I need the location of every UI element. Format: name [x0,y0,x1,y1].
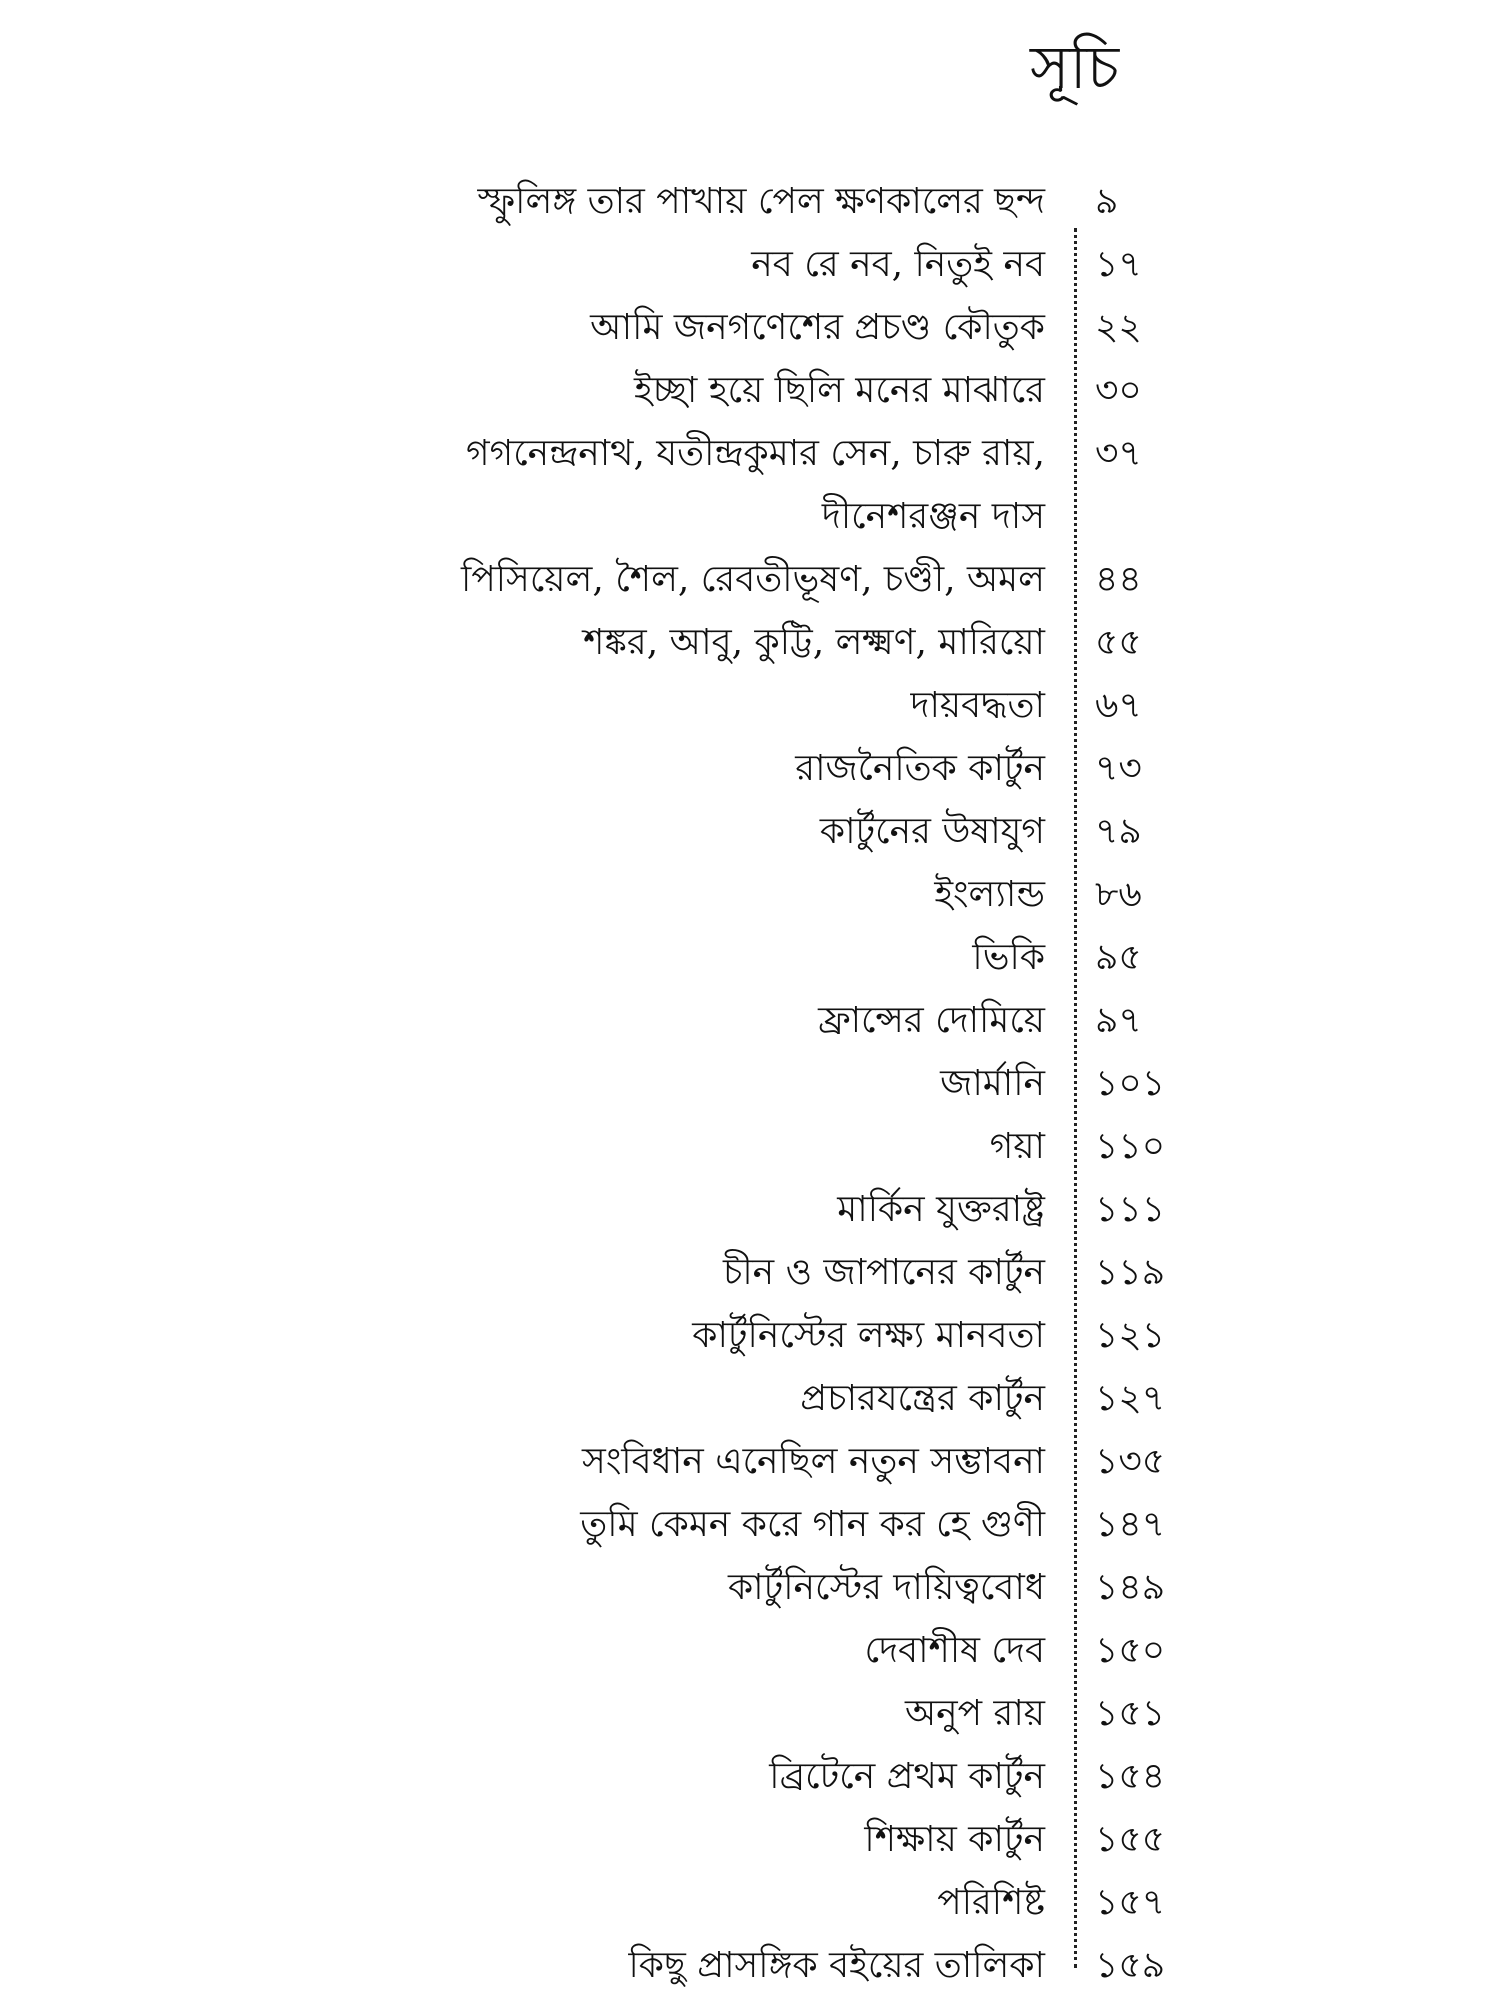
toc-entry-title [461,548,1045,611]
toc-entry-title [934,863,1045,926]
toc-entry-title-line: শিক্ষায় কার্টুন [864,1819,1045,1860]
toc-entry [0,737,1500,800]
toc-entry-title [940,1052,1045,1115]
toc-entry-title [723,1241,1045,1304]
toc-entry-title [769,1745,1045,1808]
toc-entry-title-line: ফ্রান্সের দোমিয়ে [818,1000,1045,1041]
toc-entry-page-number: ১৫০ [1095,1630,1166,1671]
toc-entry-title-line: গগনেন্দ্রনাথ, যতীন্দ্রকুমার সেন, চারু রায়, [466,433,1045,474]
toc-entry-title-line: কার্টুনিস্টের লক্ষ্য মানবতা [692,1315,1045,1356]
toc-entry-title [972,926,1045,989]
toc-entry [0,1493,1500,1556]
toc-entry-page-number: ১১১ [1095,1189,1166,1230]
toc-entry-page-number: ১৫১ [1095,1693,1166,1734]
toc-entry-title [590,296,1045,359]
toc-entry-page-number: ১২১ [1095,1315,1166,1356]
toc-entry-title [580,1493,1045,1556]
toc-entry [0,1367,1500,1430]
toc-entry-page-number: ৯ [1095,181,1119,222]
toc-entry-page-number: ৮৬ [1095,874,1142,915]
toc-entry [0,1619,1500,1682]
toc-entry-title [837,1178,1045,1241]
toc-entry-title [795,737,1045,800]
toc-entry-page-number: ১১৯ [1095,1252,1166,1293]
toc-entry-title-line: পরিশিষ্ট [937,1882,1045,1923]
toc-entry-page-number: ৯৫ [1095,937,1142,978]
toc-entry-page-number: ৫৫ [1095,622,1142,663]
toc-entry [0,1745,1500,1808]
toc-entry-title-line: ইংল্যান্ড [934,874,1045,915]
toc-entry-title-line: নব রে নব, নিতুই নব [751,244,1045,285]
toc-entry-page-number: ১২৭ [1095,1378,1166,1419]
toc-entry-title [864,1808,1045,1871]
toc-entry-page-number: ১৫৭ [1095,1882,1166,1923]
toc-entry-page-number: ৪৪ [1095,559,1142,600]
toc-entry-title [990,1115,1045,1178]
toc-entry-title-line: আমি জনগণেশের প্রচণ্ড কৌতুক [590,307,1045,348]
toc-entry-page-number: ৯৭ [1095,1000,1142,1041]
toc-entry-title-line: দীনেশরঞ্জন দাস [821,496,1045,537]
toc-entry-title-line: পিসিয়েল, শৈল, রেবতীভূষণ, চণ্ডী, অমল [461,559,1045,600]
toc-entry-title [634,359,1045,422]
toc-entry [0,989,1500,1052]
toc-entry [0,359,1500,422]
toc-entry-title-line: তুমি কেমন করে গান কর হে গুণী [580,1504,1045,1545]
toc-heading: সূচি [1030,33,1120,103]
toc-entry [0,233,1500,296]
toc-entry-title-line: মার্কিন যুক্তরাষ্ট্র [837,1189,1045,1230]
toc-entry [0,1682,1500,1745]
toc-entry-title-line: সংবিধান এনেছিল নতুন সম্ভাবনা [582,1441,1045,1482]
toc-entry [0,1871,1500,1934]
toc-entry-title [751,233,1045,296]
toc-entry-title [583,611,1045,674]
toc-entry-page-number: ৭৯ [1095,811,1142,852]
toc-entry [0,1934,1500,1997]
toc-entry-page-number: ১১০ [1095,1126,1166,1167]
toc-entry-title-line: দায়বদ্ধতা [910,685,1045,726]
toc-entry-page-number: ১৭ [1095,244,1142,285]
toc-entry-page-number: ১৫৫ [1095,1819,1166,1860]
toc-entry-title-line: প্রচারযন্ত্রের কার্টুন [800,1378,1045,1419]
toc-entry-title [818,989,1045,1052]
toc-entry-title-line: স্ফুলিঙ্গ তার পাখায় পেল ক্ষণকালের ছন্দ [477,181,1045,222]
toc-entry-title [820,800,1045,863]
toc-entry-title [466,422,1045,548]
toc-entry [0,296,1500,359]
toc-entry-page-number: ১৪৯ [1095,1567,1166,1608]
toc-entry [0,863,1500,926]
toc-entry-title [905,1682,1045,1745]
toc-entry [0,170,1500,233]
toc-entry-title-line: রাজনৈতিক কার্টুন [795,748,1045,789]
toc-entry-page-number: ৬৭ [1095,685,1142,726]
toc-entry-page-number: ২২ [1095,307,1142,348]
toc-entry-title [911,674,1045,737]
toc-entry [0,1556,1500,1619]
toc-entry [0,1241,1500,1304]
toc-entry-title-line: শঙ্কর, আবু, কুট্টি, লক্ষ্মণ, মারিয়ো [583,622,1045,663]
toc-entry [0,1808,1500,1871]
toc-entry-title-line: চীন ও জাপানের কার্টুন [722,1252,1045,1293]
toc-entry [0,1052,1500,1115]
toc-entry-title [800,1367,1045,1430]
toc-entry [0,611,1500,674]
toc-entry-page-number: ১৫৯ [1095,1945,1166,1986]
toc-entry-title-line: জার্মানি [940,1063,1045,1104]
toc-entry-title [692,1304,1045,1367]
toc-entry-title-line: কার্টুনিস্টের দায়িত্ববোধ [728,1567,1045,1608]
toc-entry-title [628,1934,1045,1997]
toc-entry [0,548,1500,611]
toc-entry-page-number: ১৩৫ [1095,1441,1166,1482]
toc-entry-title [728,1556,1045,1619]
toc-entry [0,800,1500,863]
toc-entry-page-number: ১৫৪ [1095,1756,1166,1797]
toc-entry-title-line: ইচ্ছা হয়ে ছিলি মনের মাঝারে [634,370,1045,411]
toc-entry-page-number: ৩৭ [1095,433,1142,474]
toc-entry [0,926,1500,989]
toc-entry [0,1430,1500,1493]
toc-entry-title-line: দেবাশীষ দেব [864,1630,1045,1671]
toc-entry-title-line: কিছু প্রাসঙ্গিক বইয়ের তালিকা [628,1945,1045,1986]
toc-entry-title-line: গয়া [989,1126,1045,1167]
toc-entry-title-line: অনুপ রায় [905,1693,1045,1734]
toc-entry-page-number: ১৪৭ [1095,1504,1166,1545]
toc-entry-title [937,1871,1045,1934]
toc-entry-title-line: ব্রিটেনে প্রথম কার্টুন [769,1756,1045,1797]
toc-entry [0,1178,1500,1241]
toc-entry-title [582,1430,1045,1493]
toc-entry-page-number: ৩০ [1095,370,1142,411]
toc-entry [0,422,1500,548]
toc-entry-title [865,1619,1045,1682]
toc-entry-title [478,170,1045,233]
toc-entry-page-number: ৭৩ [1095,748,1142,789]
toc-entry-title-line: ভিকি [972,937,1045,978]
toc-entry [0,1115,1500,1178]
toc-entry-page-number: ১০১ [1095,1063,1166,1104]
toc-entry-title-line: কার্টুনের উষাযুগ [819,811,1045,852]
toc-entry [0,674,1500,737]
toc-list [0,170,1500,1997]
toc-entry [0,1304,1500,1367]
